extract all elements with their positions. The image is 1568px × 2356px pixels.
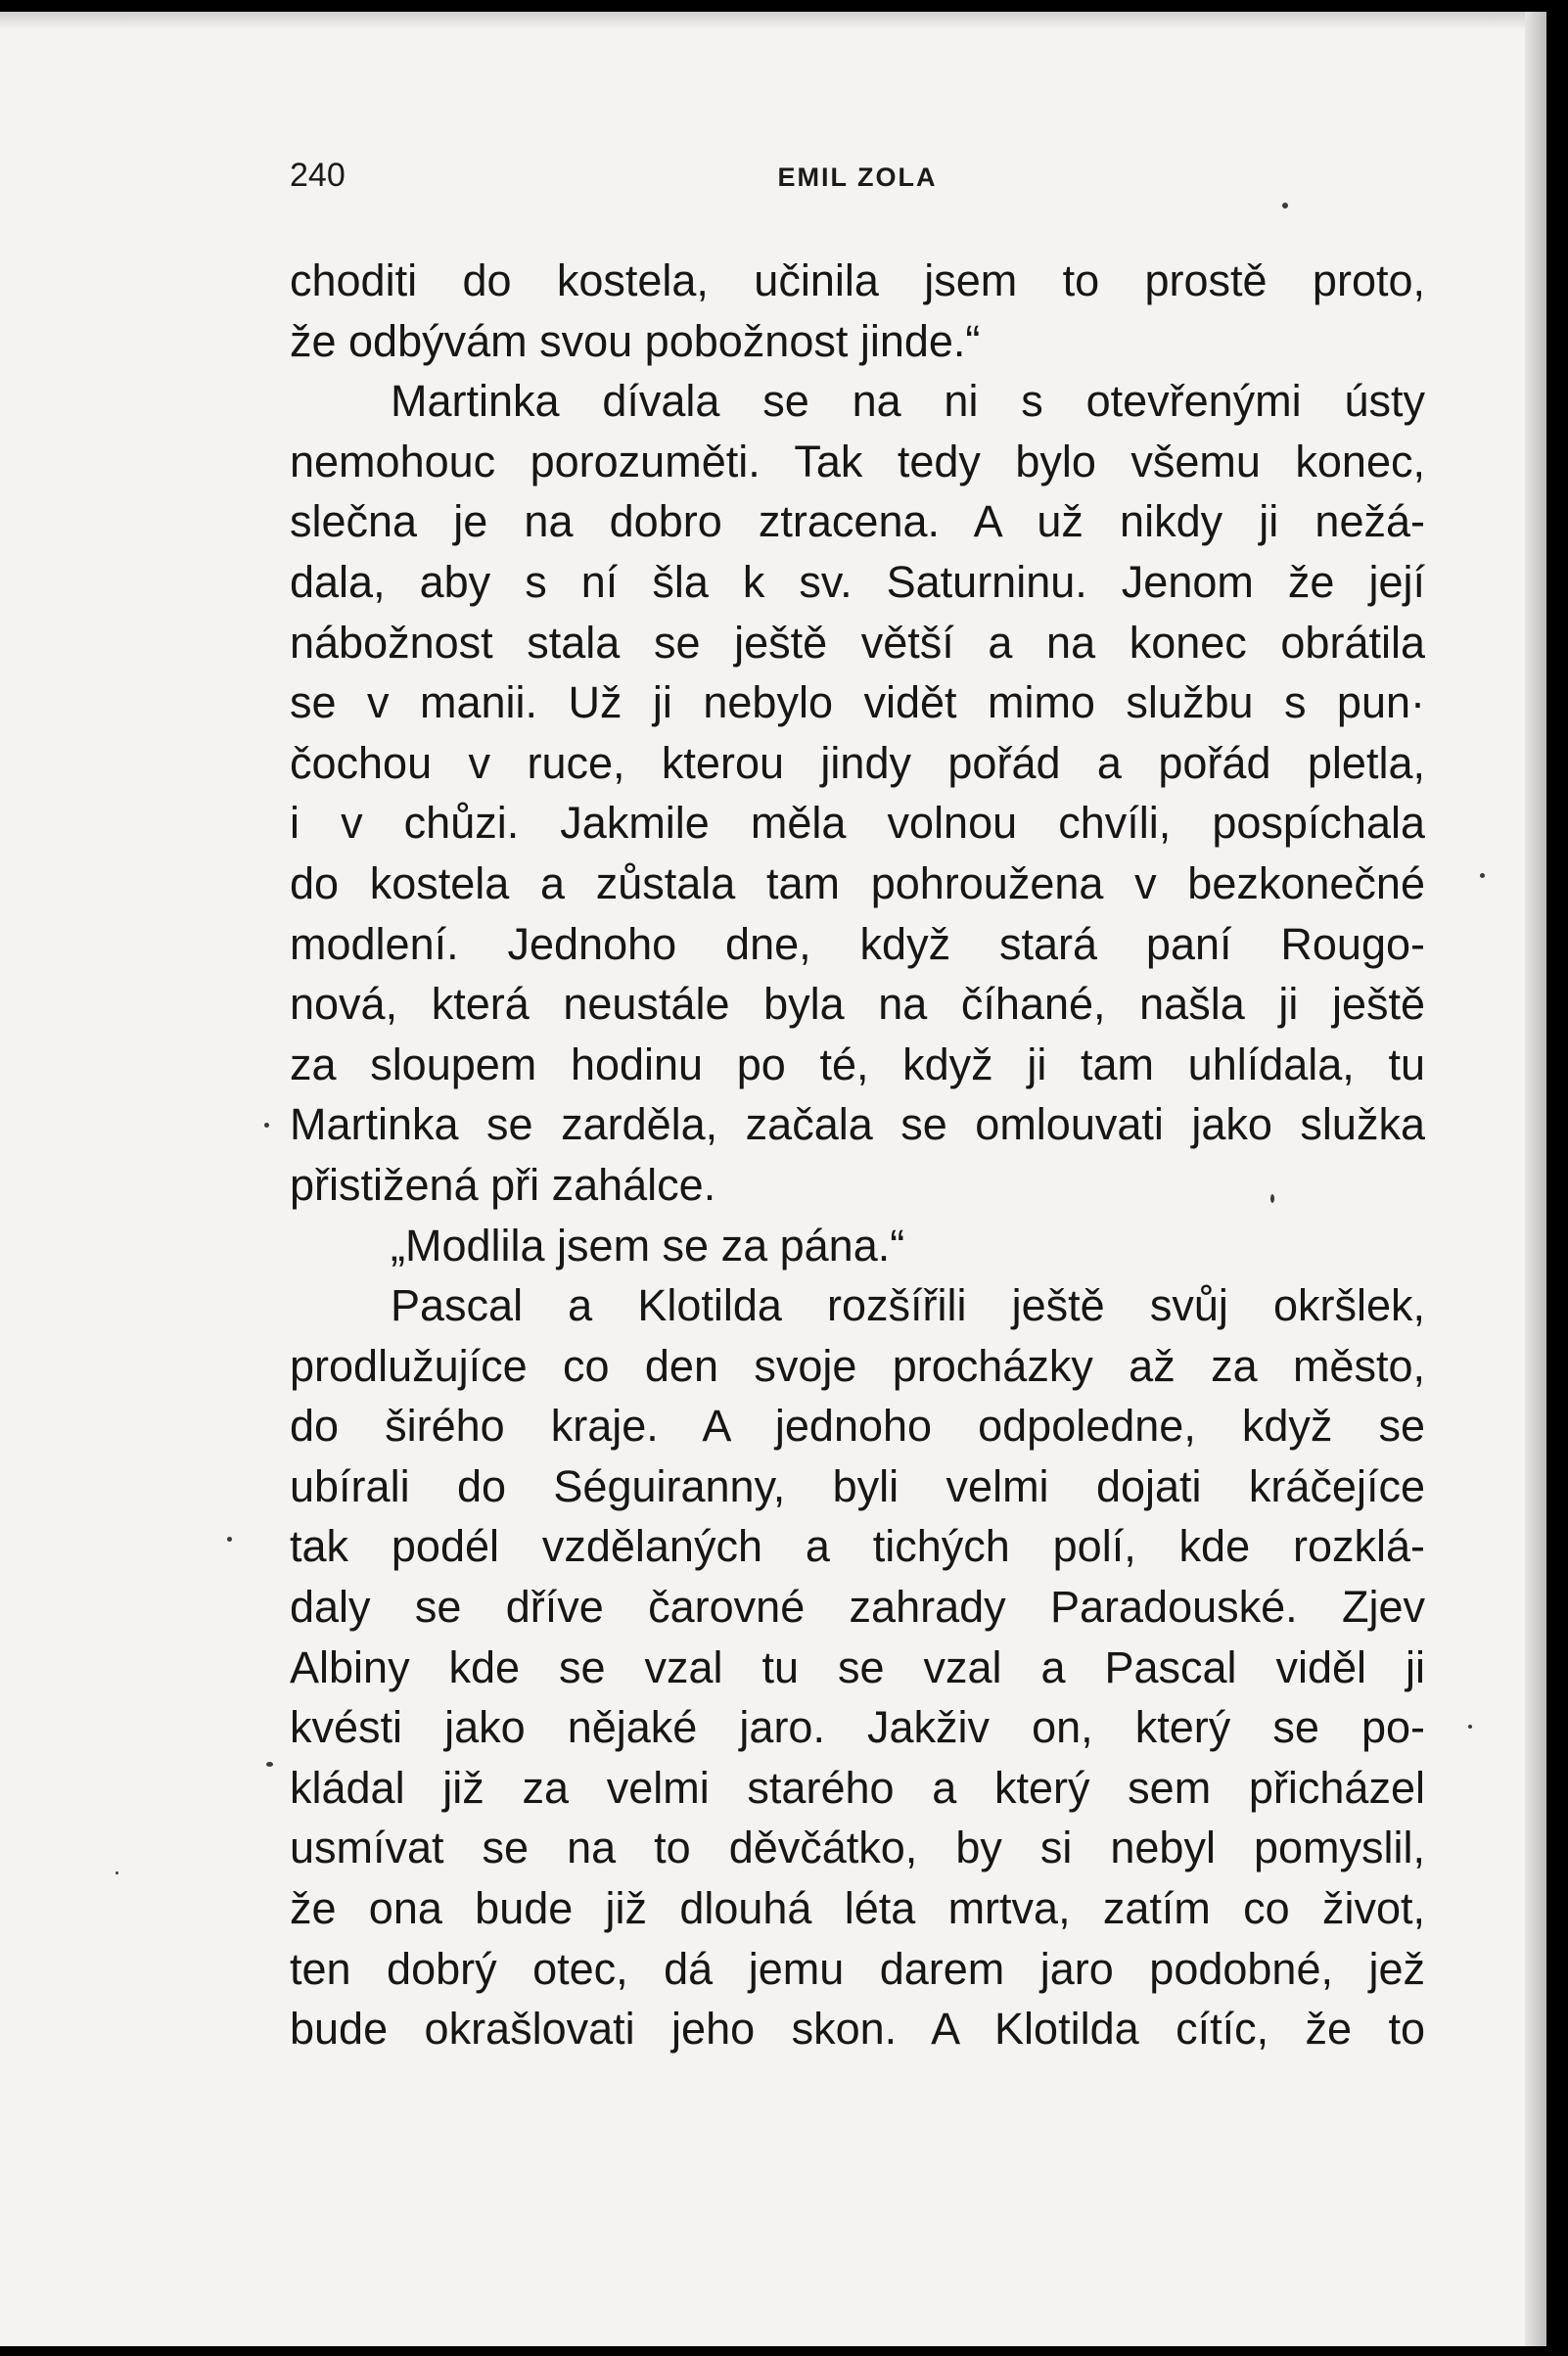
text-line: nábožnost stala se ještě větší a na konec obrátila — [290, 617, 1425, 668]
text-line: „Modlila jsem se za pána.“ — [391, 1220, 905, 1270]
print-speck — [1282, 203, 1288, 208]
text-line: kvésti jako nějaké jaro. Jakživ on, který se po- — [290, 1702, 1425, 1753]
print-speck — [227, 1537, 232, 1542]
print-speck — [115, 1871, 118, 1874]
text-line: se v manii. Už ji nebylo vidět mimo službu s pun· — [290, 677, 1425, 728]
text-line: prodlužujíce co den svoje procházky až za město, — [290, 1340, 1425, 1391]
text-line: že odbývám svou pobožnost jinde.“ — [290, 315, 981, 366]
page-edge-shadow — [1525, 12, 1546, 2346]
text-line: bude okrašlovati jeho skon. A Klotilda cítíc, že to — [290, 2004, 1425, 2055]
page-number: 240 — [290, 157, 346, 194]
text-line: nová, která neustále byla na číhané, našla ji ještě — [290, 979, 1425, 1030]
page-top-shadow — [0, 12, 1546, 29]
text-line: usmívat se na to děvčátko, by si nebyl pomyslil, — [290, 1823, 1425, 1873]
book-page — [0, 12, 1546, 2346]
text-line: modlení. Jednoho dne, když stará paní Rougo- — [290, 918, 1425, 969]
text-line: Martinka dívala se na ni s otevřenými ústy — [391, 376, 1425, 427]
text-line: kládal již za velmi starého a který sem přicházel — [290, 1762, 1425, 1813]
text-line: ubírali do Séguiranny, byli velmi dojati kráčejíce — [290, 1460, 1425, 1511]
text-line: přistižená při zahálce. — [290, 1159, 716, 1210]
body-text — [290, 251, 1425, 2059]
print-speck — [1480, 873, 1485, 878]
text-line: Albiny kde se vzal tu se vzal a Pascal viděl ji — [290, 1641, 1425, 1692]
text-line: za sloupem hodinu po té, když ji tam uhlídala, tu — [290, 1039, 1425, 1089]
text-line: Martinka se zarděla, začala se omlouvati jako služka — [290, 1099, 1425, 1150]
text-line: nemohouc porozuměti. Tak tedy bylo všemu konec, — [290, 436, 1425, 486]
text-line: i v chůzi. Jakmile měla volnou chvíli, pospíchala — [290, 798, 1425, 849]
text-line: do kostela a zůstala tam pohroužena v bezkonečné — [290, 857, 1425, 908]
text-line: choditi do kostela, učinila jsem to prostě proto, — [290, 255, 1425, 305]
text-line: do širého kraje. A jednoho odpoledne, když se — [290, 1401, 1425, 1452]
page-header — [290, 157, 1425, 196]
text-line: Pascal a Klotilda rozšířili ještě svůj okršlek, — [391, 1280, 1425, 1331]
print-speck — [266, 1762, 273, 1767]
text-line: slečna je na dobro ztracena. A už nikdy ji nežá- — [290, 496, 1425, 547]
running-head: EMIL ZOLA — [777, 162, 938, 192]
text-line: daly se dříve čarovné zahrady Paradouské. Zjev — [290, 1582, 1425, 1633]
text-line: tak podél vzdělaných a tichých polí, kde rozklá- — [290, 1521, 1425, 1572]
text-line: čochou v ruce, kterou jindy pořád a pořád pletla, — [290, 737, 1425, 788]
text-line: že ona bude již dlouhá léta mrtva, zatím co život, — [290, 1883, 1425, 1934]
print-speck — [264, 1123, 269, 1128]
text-line: dala, aby s ní šla k sv. Saturninu. Jenom že její — [290, 556, 1425, 607]
text-line: ten dobrý otec, dá jemu darem jaro podobné, jež — [290, 1943, 1425, 1994]
print-speck — [1468, 1725, 1472, 1729]
